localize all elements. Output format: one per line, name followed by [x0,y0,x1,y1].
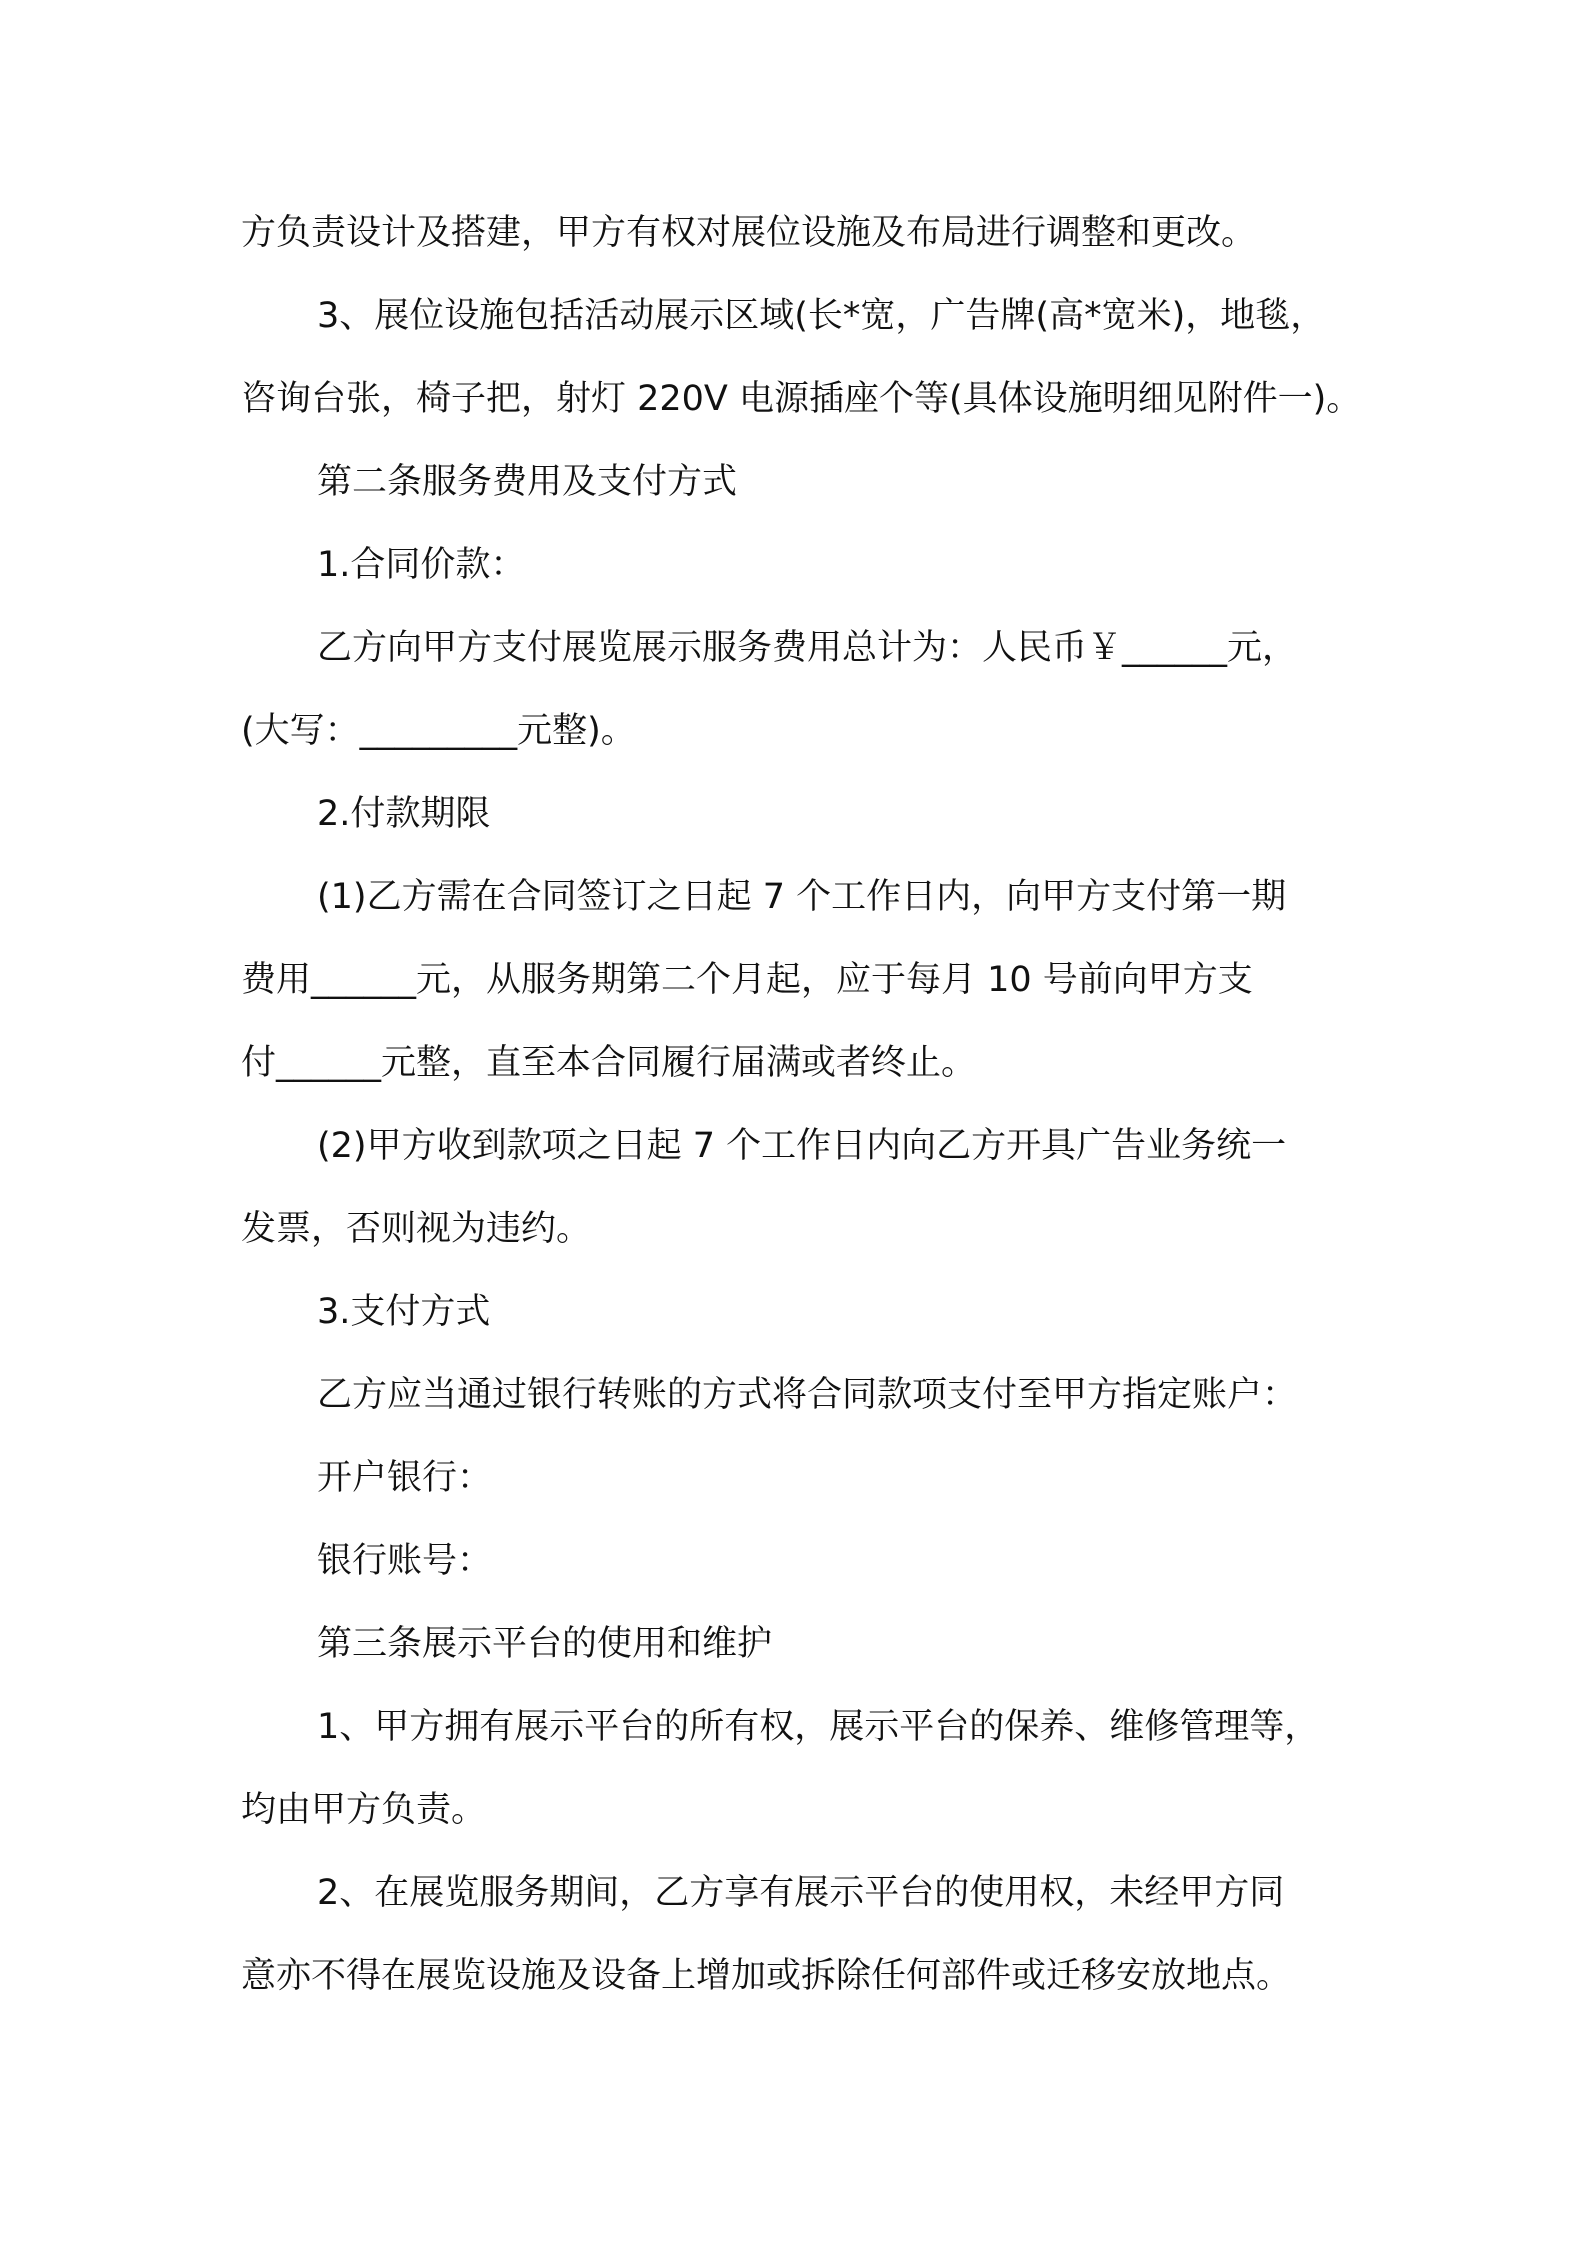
text-line: 1、甲方拥有展示平台的所有权，展示平台的保养、维修管理等， [317,1707,1320,1747]
text-line: 开户银行： [317,1458,493,1498]
text-line: 咨询台张，椅子把，射灯 220V 电源插座个等(具体设施明细见附件一)。 [241,379,1362,419]
text-line: 方负责设计及搭建，甲方有权对展位设施及布局进行调整和更改。 [241,213,1257,253]
text-line: 付______元整，直至本合同履行届满或者终止。 [241,1043,977,1083]
subsection-heading: 2.付款期限 [317,794,491,834]
text-line: 3、展位设施包括活动展示区域(长*宽，广告牌(高*宽米)，地毯， [317,296,1326,336]
text-line: (2)甲方收到款项之日起 7 个工作日内向乙方开具广告业务统一 [317,1126,1287,1166]
text-line: (1)乙方需在合同签订之日起 7 个工作日内，向甲方支付第一期 [317,877,1287,917]
section-heading: 第三条展示平台的使用和维护 [317,1624,773,1664]
subsection-heading: 3.支付方式 [317,1292,491,1332]
text-line: (大写：_________元整)。 [241,711,636,751]
text-line: 银行账号： [317,1541,493,1581]
text-line: 乙方向甲方支付展览展示服务费用总计为：人民币￥______元， [317,628,1298,668]
text-line: 发票，否则视为违约。 [241,1209,592,1249]
text-line: 乙方应当通过银行转账的方式将合同款项支付至甲方指定账户： [317,1375,1298,1415]
document-body [241,192,1371,2018]
text-line: 意亦不得在展览设施及设备上增加或拆除任何部件或迁移安放地点。 [241,1956,1292,1996]
text-line: 均由甲方负责。 [241,1790,487,1830]
subsection-heading: 1.合同价款： [317,545,526,585]
text-line: 2、在展览服务期间，乙方享有展示平台的使用权，未经甲方同 [317,1873,1285,1913]
text-line: 费用______元，从服务期第二个月起，应于每月 10 号前向甲方支 [241,960,1253,1000]
section-heading: 第二条服务费用及支付方式 [317,462,738,502]
